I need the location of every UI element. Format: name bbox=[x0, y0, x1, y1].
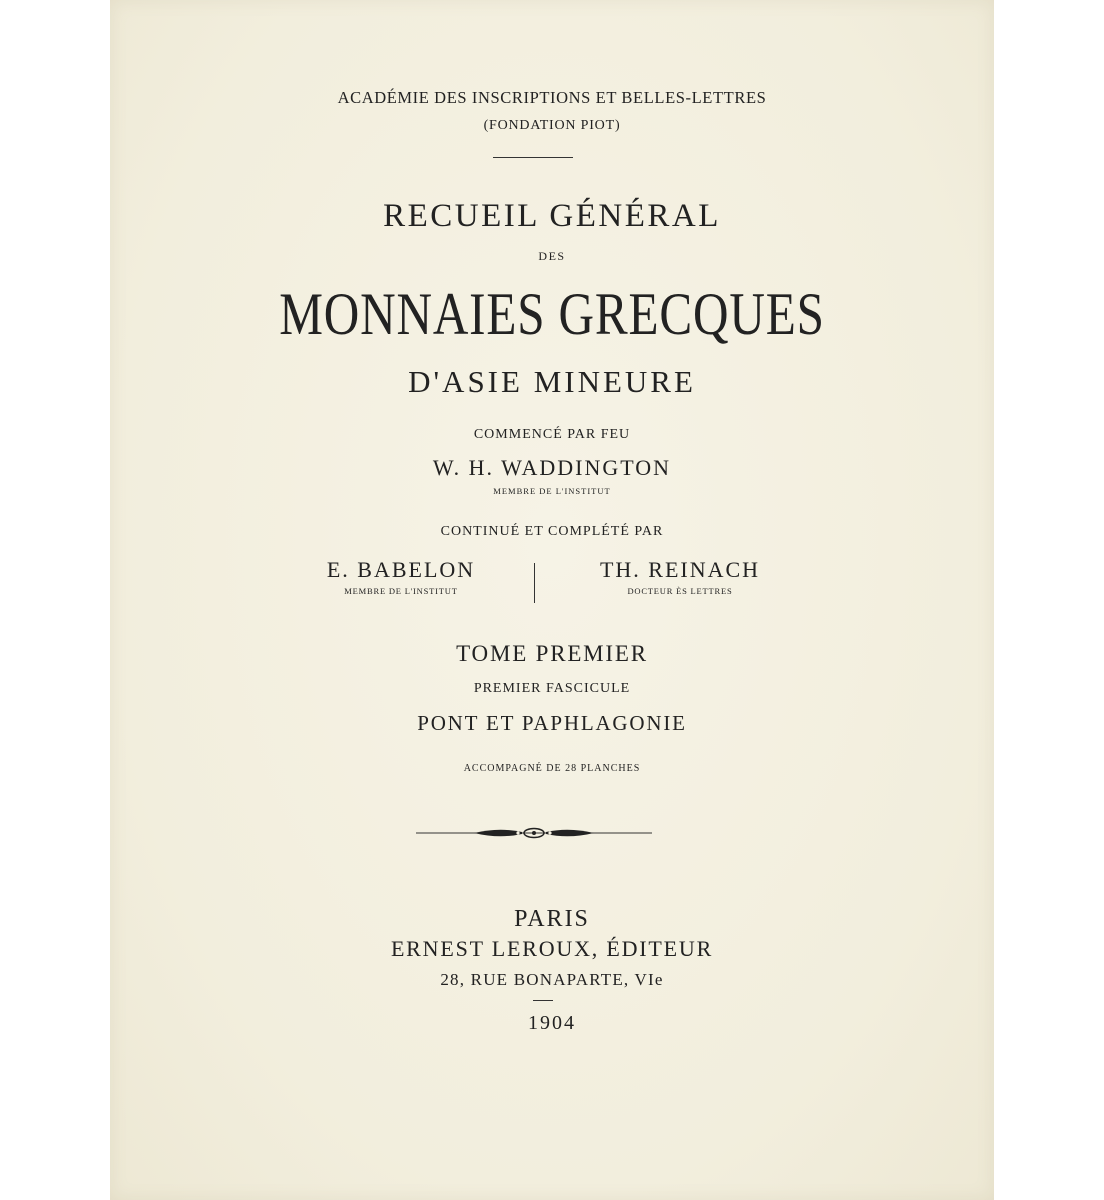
author-waddington-title: MEMBRE DE L'INSTITUT bbox=[493, 486, 611, 496]
continued-by-label: CONTINUÉ ET COMPLÉTÉ PAR bbox=[440, 524, 664, 539]
ornament-divider-icon bbox=[414, 822, 654, 844]
author-babelon-title: MEMBRE DE L'INSTITUT bbox=[344, 586, 458, 596]
publisher-address: 28, RUE BONAPARTE, VIe bbox=[440, 970, 664, 989]
author-waddington: W. H. WADDINGTON bbox=[432, 455, 672, 480]
city: PARIS bbox=[514, 906, 590, 932]
main-title: MONNAIES GRECQUES bbox=[279, 281, 825, 347]
fascicule-label: PREMIER FASCICULE bbox=[473, 681, 631, 696]
region-title: PONT ET PAPHLAGONIE bbox=[417, 711, 687, 735]
top-divider bbox=[493, 157, 573, 158]
begun-by-label: COMMENCÉ PAR FEU bbox=[473, 427, 631, 442]
title-des: DES bbox=[538, 249, 566, 263]
academy-heading: ACADÉMIE DES INSCRIPTIONS ET BELLES-LETTRES bbox=[337, 88, 767, 107]
title-page bbox=[110, 0, 994, 1200]
plates-note: ACCOMPAGNÉ DE 28 PLANCHES bbox=[463, 763, 641, 774]
title-line-1: RECUEIL GÉNÉRAL bbox=[383, 198, 721, 234]
author-reinach: TH. REINACH bbox=[599, 557, 761, 582]
publication-year: 1904 bbox=[528, 1012, 576, 1034]
author-reinach-title: DOCTEUR ÈS LETTRES bbox=[627, 586, 733, 596]
tome-heading: TOME PREMIER bbox=[456, 641, 648, 666]
author-babelon: E. BABELON bbox=[326, 557, 476, 582]
foundation-note: (FONDATION PIOT) bbox=[483, 118, 621, 133]
publisher: ERNEST LEROUX, ÉDITEUR bbox=[390, 936, 714, 961]
author-separator bbox=[534, 563, 535, 603]
year-divider bbox=[533, 1000, 553, 1001]
title-subtitle: D'ASIE MINEURE bbox=[408, 364, 696, 399]
